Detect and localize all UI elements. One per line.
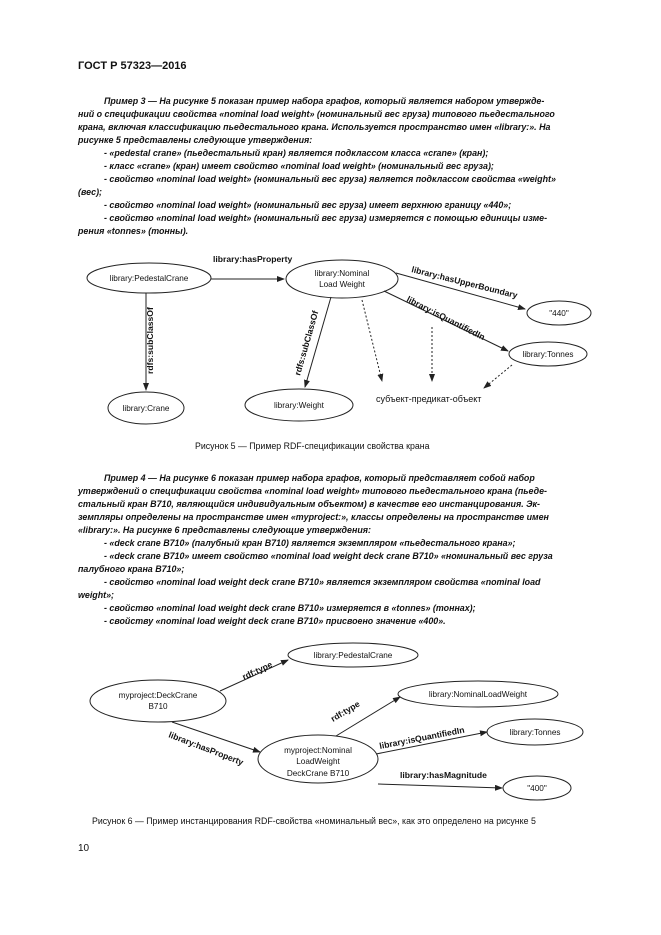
node-label: myproject:Nominal: [284, 746, 352, 755]
text-line: Пример 3 — На рисунке 5 показан пример набора графов, который является набором утвержде-: [104, 96, 545, 106]
edge-label: library:hasMagnitude: [400, 770, 487, 780]
text-line: крана, включая классификацию пьедестального крана. Используется пространство имен «library:». На: [78, 122, 551, 132]
node-label: library:Tonnes: [522, 350, 574, 359]
text-line: - свойство «nominal load weight» (номинальный вес груза) является подклассом свойства «weight»: [104, 174, 556, 184]
text-line: стальный кран B710, являющийся индивидуальным объектом) в качестве его инстанцирования. Эк-: [78, 499, 540, 509]
node-label: library:PedestalCrane: [313, 651, 393, 660]
node-label: Load Weight: [319, 280, 365, 289]
node-label: LoadWeight: [296, 757, 340, 766]
text-line: земпляры определены на пространстве имен «myproject:», классы определены на пространстве имен: [78, 512, 549, 522]
text-line: - свойство «nominal load weight deck crane B710» является экземпляром свойства «nominal load: [104, 577, 541, 587]
spo-label: субъект-предикат-объект: [376, 394, 482, 404]
node-label: library:PedestalCrane: [109, 274, 189, 283]
edge-label: library:isQuantifiedIn: [378, 724, 466, 751]
node-label: DeckCrane B710: [286, 769, 350, 778]
text-line: - «deck crane B710» (палубный кран B710) является экземпляром «пьедестального крана»;: [104, 538, 516, 548]
edge-label: library:isQuantifiedIn: [405, 293, 487, 343]
text-line: - класс «crane» (кран) имеет свойство «nominal load weight» (номинальный вес груза);: [104, 161, 494, 171]
node-label: "440": [549, 309, 569, 318]
document-header: ГОСТ Р 57323—2016: [78, 60, 187, 72]
text-line: - свойство «nominal load weight» (номинальный вес груза) имеет верхнюю границу «440»;: [104, 200, 512, 210]
figure-5-caption: Рисунок 5 — Пример RDF-спецификации свойства крана: [195, 441, 430, 451]
edge-label: rdf:type: [328, 698, 362, 724]
node-label: library:Crane: [122, 404, 170, 413]
node-label: library:Nominal: [314, 269, 370, 278]
edge-label: library:hasProperty: [167, 729, 245, 768]
node-label: myproject:DeckCrane: [118, 691, 198, 700]
node-deck-crane: [90, 680, 226, 722]
node-label: library:Weight: [274, 401, 324, 410]
node-label: library:NominalLoadWeight: [428, 690, 528, 699]
text-line: - свойству «nominal load weight deck crane B710» присвоено значение «400».: [104, 616, 446, 626]
text-line: Пример 4 — На рисунке 6 показан пример набора графов, который представляет собой набор: [104, 473, 535, 483]
node-label: B710: [148, 702, 168, 711]
edge-has-magnitude: [378, 784, 502, 788]
text-line: (вес);: [78, 187, 102, 197]
page-number: 10: [78, 843, 90, 854]
text-line: «library:». На рисунке 6 представлены следующие утверждения:: [78, 525, 371, 535]
text-line: weight»;: [78, 590, 114, 600]
text-line: - свойство «nominal load weight deck crane B710» измеряется в «tonnes» (тоннах);: [104, 603, 476, 613]
edge-label: library:hasProperty: [213, 254, 293, 264]
edge-label: rdf:type: [240, 659, 274, 682]
edge-label: library:hasUpperBoundary: [410, 264, 519, 301]
text-line: ний о спецификации свойства «nominal load weight» (номинальный вес груза) типового пьедестального: [78, 109, 555, 119]
text-line: утверждений о спецификации свойства «nominal load weight» типового пьедестального крана (пьеде-: [78, 486, 547, 496]
edge-label: rdfs:subClassOf: [145, 307, 155, 374]
node-label: "400": [527, 784, 547, 793]
text-line: - «deck crane B710» имеет свойство «nominal load weight deck crane B710» «номинальный вес груза: [104, 551, 553, 561]
text-line: - свойство «nominal load weight» (номинальный вес груза) измеряется с помощью единицы изме-: [104, 213, 548, 223]
edge-label: rdfs:subClassOf: [292, 309, 321, 377]
text-line: рисунке 5 представлены следующие утверждения:: [78, 135, 313, 145]
text-line: рения «tonnes» (тонны).: [78, 226, 189, 236]
node-label: library:Tonnes: [509, 728, 561, 737]
figure-6-caption: Рисунок 6 — Пример инстанцирования RDF-свойства «номинальный вес», как это определено на рисунке 5: [92, 816, 536, 826]
text-line: - «pedestal crane» (пьедестальный кран) является подклассом класса «crane» (кран);: [104, 148, 489, 158]
text-line: палубного крана B710»;: [78, 564, 185, 574]
